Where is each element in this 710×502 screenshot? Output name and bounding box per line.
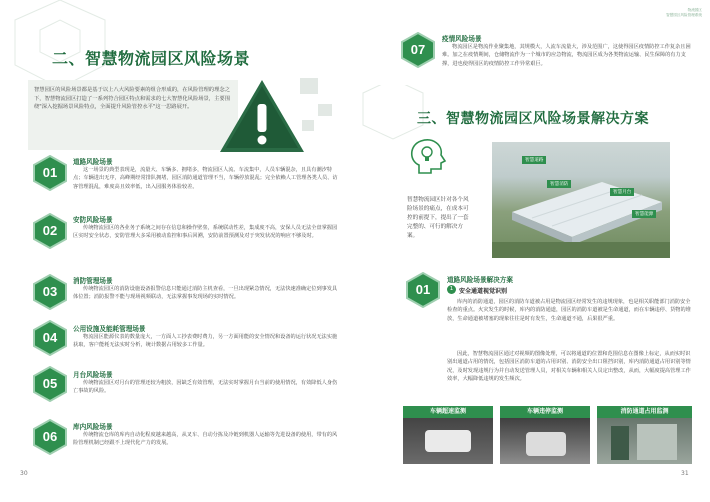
solution-paragraph: 因此，智慧物流园区通过对视频的图像处理，可以将通道的位置和范围信息在图像上标定，从而实时识别出通道占用的情况，包括园区消防车道的占用识别、消防安全出口阻挡识别，库内消防通道占用识别等情况，及时发现违规行为并自动发送管理人员，对相关车辆和相关人员定出整改，从而，大幅度提高管理工作效率，大幅降低违规的发生频次。 [447,351,691,383]
solutions-title: 三、智慧物流园区风险场景解决方案 [417,111,649,127]
aerial-tag: 智慧月台 [610,188,634,196]
section-number-badge: 06 [32,419,68,455]
section-title: 月台风险场景 [73,371,113,379]
solution-title: 道路风险场景解决方案 [447,276,513,284]
section-title: 安防风险场景 [73,216,113,224]
solution-subtitle: 安全通道视觉识别 [459,288,508,295]
section-text: 这一场景的典型表现是，流量大、车辆多、拥堵多，物流园区人流、车流集中，人员车辆混杂，且具有潮汐特点；车辆进出无序，高峰期经常排队拥堵，园区消防通道管理不当，车辆停放混乱；完全依赖人工管理各类人员、访客管理混乱，难度高且效率低，出入园服务体验较差。 [73,167,338,190]
solution-paragraph: 库内的消防通道，园区的消防车道被占用是物流园区经常发生的违规现象，也是相关职能部门消防安全检查的重点。火灾发生的时候，库内的消防通道，园区的消防车道被是生命通道，而在车辆违停、货物的堆放，生命通道被堵塞的现象往往是时有发生，生命通道不通，后果很严重。 [447,299,691,322]
monitoring-photo: 消防通道占用监测 [597,406,692,464]
section-number-badge: 01 [405,272,441,308]
decorative-cube [318,104,332,116]
section-text: 传统物流园区的消防设施设备报警信息只能通过消防主机查看，一旦出现紧急情况，无法快速准确定位到事发具体位置；消防报警不能与现场视频联动，无法掌握事发现场的实时情况。 [73,286,338,301]
running-header: 物流园区 智慧园区风险管理系统 [666,8,702,17]
idea-head-icon [405,135,455,175]
intro-text: 智慧园区的风险场景都是基于以上八大风险要素的组合形成的，在风险管理的理念之下，智慧物流园区打造了一系列符合园区特点和需求的七大智慧化风险场景，主要围绕"深入挖掘场景风险特点，全面提升风险管控水平"这一思路展开。 [34,87,230,111]
aerial-tag: 智慧能源 [632,210,656,218]
aerial-park-photo [492,142,670,258]
monitoring-photo: 车辆超速监测 [403,406,493,464]
section-title: 库内风险场景 [73,423,113,431]
section-number-badge: 07 [400,32,436,68]
aerial-tag: 智慧道路 [522,156,546,164]
section-text: 传统物流仓库的库内自动化程度越来越高，从叉车、自动分拣及冷链到机器人运输等先进设备的使用，带有的风险管理机制已经跟不上现代化产力的发展。 [73,432,338,447]
right-page [355,0,710,502]
section-number-badge: 02 [32,213,68,249]
subsection-number: 1 [447,285,456,294]
page-number: 30 [20,470,28,477]
section-title: 公用设施及能耗管理场景 [73,325,146,333]
section-text: 传统物流园区的各业务子系统之间存在信息和操作壁垒，系统联动性差，集成度不高，安保人员无法全盘掌握园区实时安全状态，安防管理大多采用被动监控和事后回溯，安防前置预测及对于突发状况的响应不够及时。 [73,225,338,240]
page-number: 31 [681,470,689,477]
section-number-badge: 03 [32,274,68,310]
section-text: 物流园区能源仪表的数量庞大，一方面人工抄表费时费力，另一方面用能的安全情况和设备的运行状况无法实施获取，客户能耗无法实时分析，统计数据占用较多工作量。 [73,334,338,349]
aerial-tag: 智慧消防 [547,180,571,188]
section-text: 物流园区是物流作业聚集地，其规模大，人流车流量大，涉及范围广，这使得园区疫情防控工作复杂且困难。加之在疫情期间，仓储物流作为一个城市的应急物流，物流园区成为各类物流运输、民生保障的有力支撑，进也使得园区的疫情防控工作异常艰巨。 [442,44,691,67]
section-number-badge: 05 [32,366,68,402]
solutions-intro: 智慧物流园区针对各个风险场景的痛点，在成本可控的前提下，提出了一套完整的、可行的解决方案。 [407,197,469,239]
monitoring-photo: 车辆违停监测 [500,406,590,464]
section-title: 消防管理场景 [73,277,113,285]
warning-icon [218,76,306,156]
section-text: 传统物流园区对月台的管理还较为粗放，因缺乏有效管理，无法实时掌握月台当前的使用情况，有效降低人身伤亡事故的风险。 [73,380,338,395]
page-title: 二、智慧物流园区风险场景 [52,49,251,68]
section-title: 疫情风险场景 [442,35,482,43]
section-title: 道路风险场景 [73,158,113,166]
section-number-badge: 04 [32,320,68,356]
section-number-badge: 01 [32,155,68,191]
